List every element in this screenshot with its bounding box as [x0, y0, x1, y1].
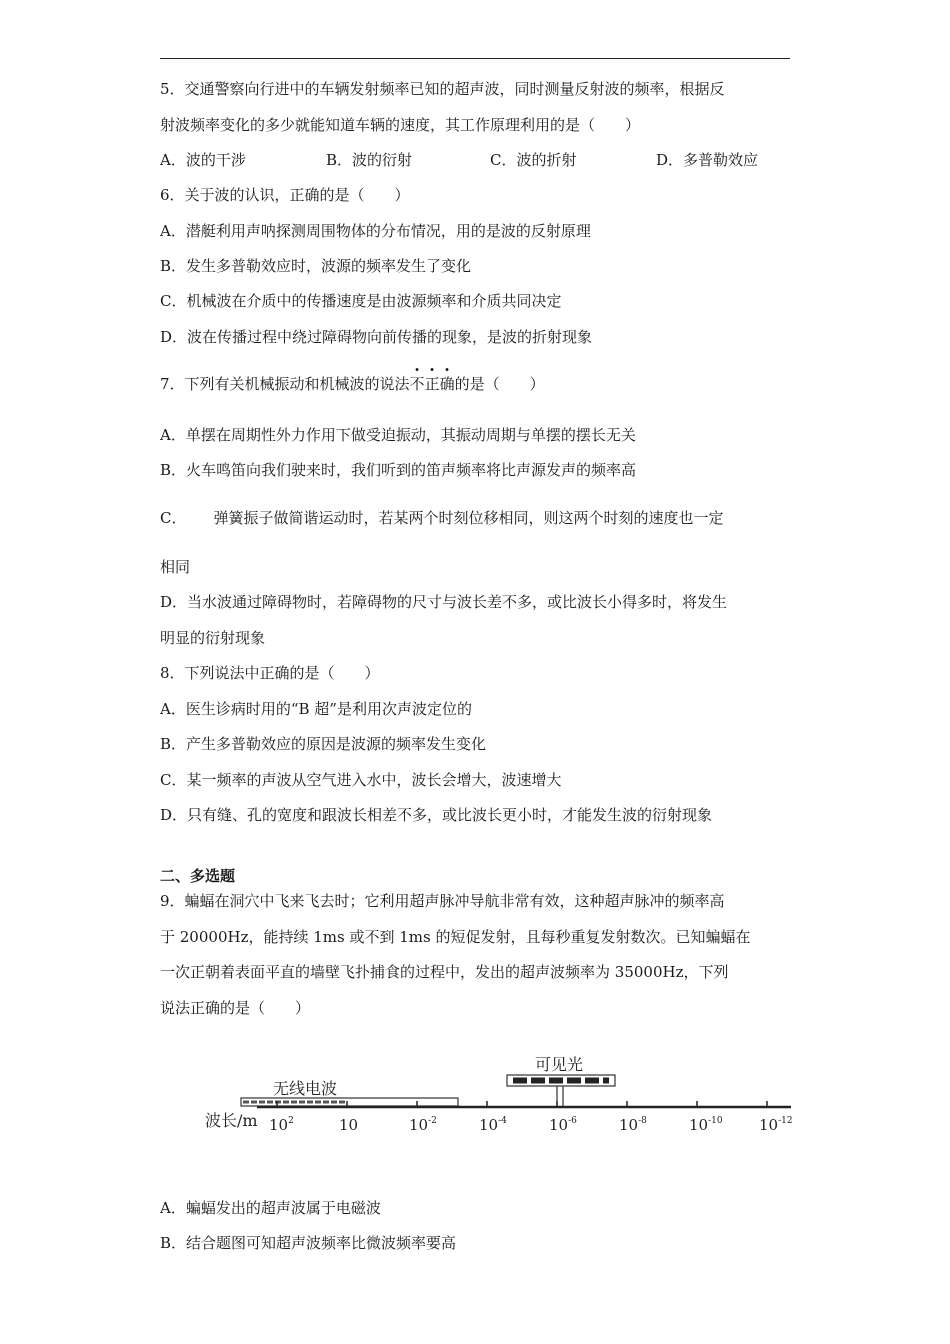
axis-tick-label: [759, 1116, 793, 1134]
axis-tick-exponent: -12: [778, 1116, 793, 1126]
q7-option-a[interactable]: A．单摆在周期性外力作用下做受迫振动，其振动周期与单摆的摆长无关: [160, 426, 636, 444]
q7-stem: [160, 374, 792, 394]
axis-tick-label: [269, 1116, 294, 1134]
axis-label: 波长/m: [205, 1111, 258, 1130]
q9-stem-line3: 一次正朝着表面平直的墙壁飞扑捕食的过程中，发出的超声波频率为 35000Hz，下列: [160, 963, 729, 981]
q8-option-d[interactable]: D．只有缝、孔的宽度和跟波长相差不多，或比波长更小时，才能发生波的衍射现象: [160, 806, 713, 824]
axis-tick-label: [409, 1116, 437, 1134]
q8-option-a[interactable]: A．医生诊病时用的“B 超”是利用次声波定位的: [160, 700, 472, 718]
em-spectrum-figure: [195, 1050, 795, 1145]
q6-option-a[interactable]: A．潜艇利用声呐探测周围物体的分布情况，用的是波的反射原理: [160, 222, 591, 240]
q9-stem-line1: 9．蝙蝠在洞穴中飞来飞去时；它利用超声脉冲导航非常有效，这种超声脉冲的频率高: [160, 892, 725, 910]
radio-wave-band: [241, 1098, 458, 1106]
q5-option-a[interactable]: A．波的干涉: [160, 151, 246, 169]
q9-stem-line4: 说法正确的是（ ）: [160, 999, 311, 1017]
q5-option-b[interactable]: B．波的衍射: [326, 151, 413, 169]
axis-tick-exponent: -10: [708, 1116, 723, 1126]
axis-tick-label: [549, 1116, 577, 1134]
q8-stem: 8．下列说法中正确的是（ ）: [160, 664, 380, 682]
q5-option-d[interactable]: D．多普勒效应: [656, 151, 759, 169]
axis-tick-exponent: -6: [568, 1116, 577, 1126]
q7-emphasis-char-2: 正: [424, 375, 440, 393]
q7-option-d-line1[interactable]: D．当水波通过障碍物时，若障碍物的尺寸与波长差不多，或比波长小得多时，将发生: [160, 593, 728, 611]
axis-tick-base: 10: [339, 1116, 359, 1134]
axis-tick-base: 10: [409, 1116, 429, 1134]
axis-tick-label: [339, 1116, 358, 1134]
axis-tick-base: 10: [479, 1116, 499, 1134]
radio-wave-label: 无线电波: [273, 1079, 338, 1098]
axis-tick-base: 10: [269, 1116, 289, 1134]
q7-stem-after: 的是（ ）: [454, 375, 545, 393]
q5-option-c[interactable]: C．波的折射: [490, 151, 577, 169]
em-spectrum-svg: [195, 1050, 795, 1145]
q9-stem-line2: 于 20000Hz，能持续 1ms 或不到 1ms 的短促发射，且每秒重复发射数次。已知蝙蝠在: [160, 928, 751, 946]
q7-option-c[interactable]: [160, 508, 792, 528]
q7-option-b[interactable]: B．火车鸣笛向我们驶来时，我们听到的笛声频率将比声源发声的频率高: [160, 461, 637, 479]
q7-emphasis-char-3: 确: [439, 375, 455, 393]
q6-option-d[interactable]: D．波在传播过程中绕过障碍物向前传播的现象，是波的折射现象: [160, 328, 593, 346]
axis-tick-exponent: 2: [288, 1116, 294, 1126]
q9-option-b[interactable]: B．结合题图可知超声波频率比微波频率要高: [160, 1234, 457, 1252]
q9-option-a[interactable]: A．蝙蝠发出的超声波属于电磁波: [160, 1199, 381, 1217]
q7-emphasis-char-1: 不: [409, 375, 425, 393]
axis-tick-exponent: -8: [638, 1116, 647, 1126]
q5-stem-line2: 射波频率变化的多少就能知道车辆的速度，其工作原理利用的是（ ）: [160, 116, 641, 134]
q6-stem: 6．关于波的认识，正确的是（ ）: [160, 186, 410, 204]
q8-option-c[interactable]: C．某一频率的声波从空气进入水中，波长会增大，波速增大: [160, 771, 562, 789]
q6-option-b[interactable]: B．发生多普勒效应时，波源的频率发生了变化: [160, 257, 472, 275]
axis-tick-label: [479, 1116, 507, 1134]
q5-stem-line1: 5．交通警察向行进中的车辆发射频率已知的超声波，同时测量反射波的频率，根据反: [160, 80, 725, 98]
section-title-multiple-choice: 二、多选题: [160, 867, 236, 885]
visible-light-label: 可见光: [535, 1055, 584, 1074]
axis-tick-label: [619, 1116, 647, 1134]
q7-stem-before: 7．下列有关机械振动和机械波的说法: [160, 375, 410, 393]
axis-tick-base: 10: [759, 1116, 779, 1134]
axis-tick-label: [689, 1116, 723, 1134]
axis-tick-exponent: -2: [428, 1116, 437, 1126]
q7-option-c-continued: 相同: [160, 558, 191, 576]
axis-tick-base: 10: [619, 1116, 639, 1134]
q7-option-c-label: C．: [160, 509, 187, 527]
q7-option-d-line2: 明显的衍射现象: [160, 629, 266, 647]
axis-tick-exponent: -4: [498, 1116, 507, 1126]
q7-option-c-text: 弹簧振子做简谐运动时，若某两个时刻位移相同，则这两个时刻的速度也一定: [213, 509, 724, 527]
header-rule: [160, 58, 790, 59]
axis-tick-base: 10: [689, 1116, 709, 1134]
axis-tick-base: 10: [549, 1116, 569, 1134]
q6-option-c[interactable]: C．机械波在介质中的传播速度是由波源频率和介质共同决定: [160, 292, 562, 310]
q8-option-b[interactable]: B．产生多普勒效应的原因是波源的频率发生变化: [160, 735, 487, 753]
